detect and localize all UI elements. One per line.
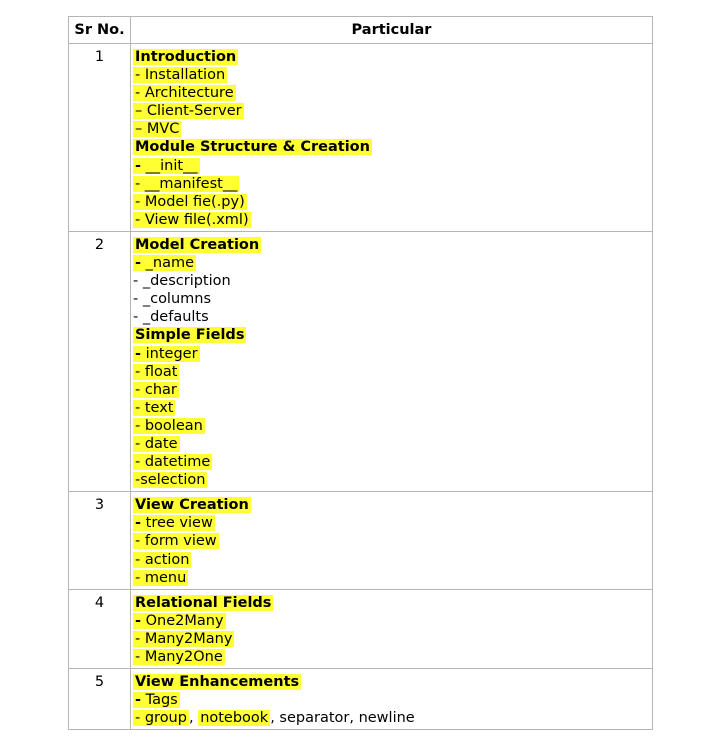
table-row	[69, 669, 653, 730]
topic-item	[133, 66, 652, 84]
bullet-dash: -	[135, 692, 142, 709]
particular-cell	[131, 231, 653, 491]
header-particular: Particular	[131, 17, 653, 44]
topic-item	[133, 648, 652, 666]
heading-text: View Enhancements	[135, 674, 300, 691]
heading-text: Model Creation	[135, 236, 260, 253]
sr-no-cell: 5	[69, 669, 131, 730]
topic-item	[133, 612, 652, 630]
item-text: - form view	[135, 533, 217, 550]
item-label: _name	[141, 255, 195, 272]
topic-item	[133, 254, 652, 272]
item-text-segment: , separator, newline	[270, 710, 415, 727]
item-text: – Client-Server	[135, 103, 242, 120]
topic-item	[133, 363, 652, 381]
table-row	[69, 44, 653, 232]
topic-heading	[133, 236, 652, 254]
item-label: Tags	[141, 692, 178, 709]
item-text: - View file(.xml)	[135, 211, 249, 228]
item-text: - float	[135, 363, 178, 380]
topic-item	[133, 471, 652, 489]
item-label: __init__	[141, 157, 198, 174]
topic-item	[133, 691, 652, 709]
topic-item	[133, 551, 652, 569]
table-row	[69, 589, 653, 668]
item-text	[133, 692, 180, 708]
bullet-dash: -	[135, 612, 142, 629]
topic-item	[133, 308, 652, 326]
topic-item	[133, 102, 652, 120]
item-text: - text	[135, 399, 174, 416]
item-text: - menu	[135, 569, 187, 586]
item-text-segment: - group	[135, 710, 187, 727]
topic-item	[133, 345, 652, 363]
topic-heading	[133, 594, 652, 612]
topic-item	[133, 569, 652, 587]
syllabus-table	[68, 16, 653, 730]
topic-item	[133, 175, 652, 193]
topic-heading	[133, 496, 652, 514]
particular-cell	[131, 44, 653, 232]
topic-heading	[133, 326, 652, 344]
item-text: - Many2One	[135, 649, 223, 665]
item-text: - _description	[133, 273, 231, 290]
item-text	[133, 255, 196, 271]
sr-no-cell: 1	[69, 44, 131, 232]
header-sr-no: Sr No.	[69, 17, 131, 44]
table-row	[69, 492, 653, 589]
item-text: - Installation	[135, 67, 226, 84]
topic-item	[133, 272, 652, 290]
bullet-dash: -	[135, 515, 142, 532]
topic-heading	[133, 673, 652, 691]
item-text: - __manifest__	[135, 175, 238, 192]
topic-heading	[133, 48, 652, 66]
particular-cell	[131, 589, 653, 668]
item-label: One2Many	[141, 612, 224, 629]
item-text-segment: ,	[188, 710, 199, 727]
topic-item	[133, 211, 652, 229]
item-label: integer	[141, 345, 198, 362]
topic-heading	[133, 138, 652, 156]
item-text	[133, 346, 200, 362]
bullet-dash: -	[135, 157, 142, 174]
topic-item	[133, 453, 652, 471]
item-text	[133, 158, 200, 174]
item-text-segment: notebook	[200, 710, 269, 727]
table-row	[69, 231, 653, 491]
table-body	[69, 44, 653, 730]
topic-item	[133, 157, 652, 175]
item-text	[133, 613, 226, 629]
topic-item	[133, 120, 652, 138]
header-row	[69, 17, 653, 44]
heading-text: Simple Fields	[135, 327, 245, 344]
bullet-dash: -	[135, 255, 142, 272]
item-text: -selection	[135, 472, 206, 489]
topic-item	[133, 417, 652, 435]
heading-text: Introduction	[135, 49, 237, 65]
topic-item	[133, 532, 652, 550]
sr-no-cell: 4	[69, 589, 131, 668]
item-label: tree view	[141, 515, 213, 532]
topic-item	[133, 630, 652, 648]
heading-text: Module Structure & Creation	[135, 139, 370, 156]
topic-item	[133, 514, 652, 532]
particular-cell	[131, 492, 653, 589]
sr-no-cell: 2	[69, 231, 131, 491]
item-text: - _defaults	[133, 309, 209, 326]
topic-item	[133, 290, 652, 308]
heading-text: View Creation	[135, 497, 249, 514]
item-text: – MVC	[135, 121, 180, 138]
item-text: - boolean	[135, 417, 203, 434]
topic-item	[133, 193, 652, 211]
item-text: - action	[135, 551, 190, 568]
topic-item	[133, 709, 652, 727]
topic-item	[133, 381, 652, 399]
item-text: - date	[135, 435, 178, 452]
topic-item	[133, 435, 652, 453]
item-text	[133, 515, 215, 531]
topic-item	[133, 84, 652, 102]
sr-no-cell: 3	[69, 492, 131, 589]
item-text: - Model fie(.py)	[135, 193, 245, 210]
item-text: - datetime	[135, 454, 211, 471]
heading-text: Relational Fields	[135, 594, 272, 611]
item-text: - _columns	[133, 291, 212, 308]
topic-item	[133, 399, 652, 417]
item-text: - char	[135, 381, 177, 398]
item-text: - Many2Many	[135, 630, 233, 647]
particular-cell	[131, 669, 653, 730]
bullet-dash: -	[135, 345, 142, 362]
item-text: - Architecture	[135, 85, 234, 102]
